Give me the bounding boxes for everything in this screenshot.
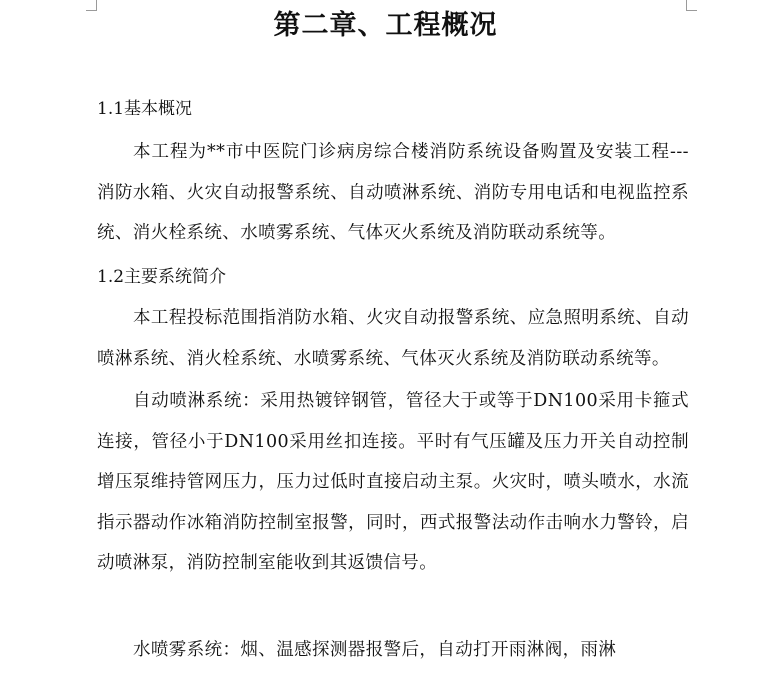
paragraph-bid-scope: 本工程投标范围指消防水箱、火灾自动报警系统、应急照明系统、自动喷淋系统、消火栓系统、水喷雾系统、气体灭火系统及消防联动系统等。 [97, 308, 689, 369]
paragraph-water-spray-system: 水喷雾系统：烟、温感探测器报警后，自动打开雨淋阀，雨淋 [133, 640, 617, 660]
section-heading-1-2: 1.2主要系统简介 [97, 267, 227, 287]
chapter-title: 第二章、工程概况 [273, 10, 498, 41]
section-heading-1-1: 1.1基本概况 [97, 99, 193, 119]
paragraph-basic-overview: 本工程为**市中医院门诊病房综合楼消防系统设备购置及安装工程---消防水箱、火灾自动报警系统、自动喷淋系统、消防专用电话和电视监控系统、消火栓系统、水喷雾系统、气体灭火系统及消防联动系统等。 [97, 142, 689, 243]
paragraph-sprinkler-system: 自动喷淋系统：采用热镀锌钢管，管径大于或等于DN100采用卡箍式连接，管径小于DN100采用丝扣连接。平时有气压罐及压力开关自动控制增压泵维持管网压力，压力过低时直接启动主泵。火灾时，喷头喷水，水流指示器动作冰箱消防控制室报警，同时，西式报警法动作击响水力警铃，启动喷淋泵，消防控制室能收到其返馈信号。 [97, 391, 689, 573]
